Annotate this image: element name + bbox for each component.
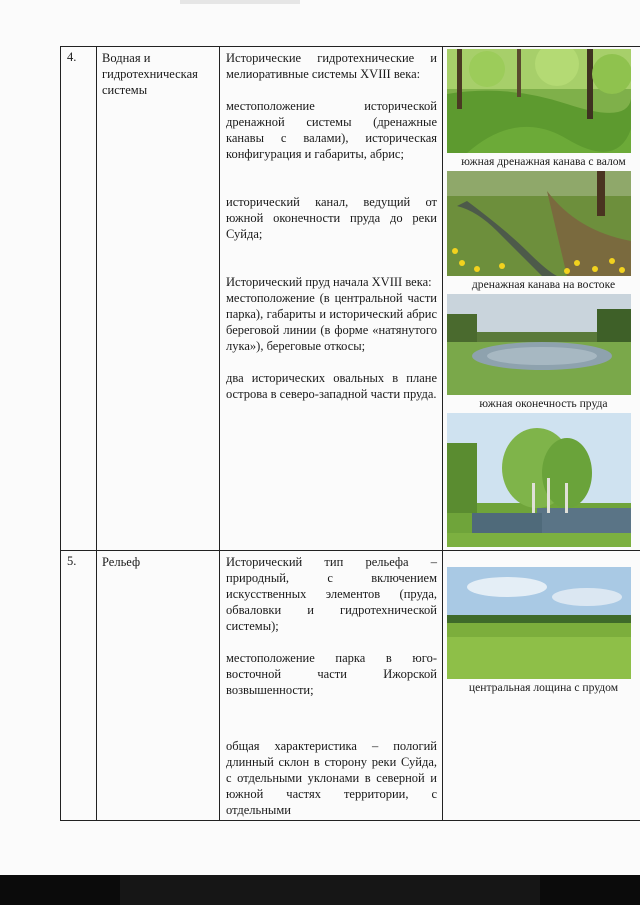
table-row xyxy=(61,47,640,551)
photo-pond-south-end xyxy=(447,294,631,395)
scan-artifact xyxy=(180,0,300,4)
description-paragraph: Исторический тип рельефа – природный, с включением искусственных элементов (пруда, обваловки и гидротехнической системы); xyxy=(226,555,437,633)
table-row xyxy=(61,551,640,821)
photo-drainage-ditch-east xyxy=(447,171,631,276)
description-paragraph: два исторических овальных в плане острова в северо-западной части пруда. xyxy=(226,371,437,401)
row-name: Рельеф xyxy=(97,551,220,821)
row-number: 5. xyxy=(61,551,97,821)
row-name: Водная и гидротехническая системы xyxy=(97,47,220,551)
scan-shadow xyxy=(120,875,540,905)
description-paragraph: местоположение парка в юго-восточной части Ижорской возвышенности; xyxy=(226,651,437,697)
description-paragraph: Исторический пруд начала XVIII века: xyxy=(226,275,432,289)
description-paragraph: Исторические гидротехнические и мелиоративные системы XVIII века: xyxy=(226,51,437,81)
row-description xyxy=(220,551,443,821)
photo-pond-island xyxy=(447,413,631,547)
photo-caption: центральная лощина с прудом xyxy=(468,681,619,694)
photo-drainage-ditch-south xyxy=(447,49,631,153)
photo-column xyxy=(443,551,640,821)
row-description xyxy=(220,47,443,551)
description-paragraph: исторический канал, ведущий от южной оконечности пруда до реки Суйда; xyxy=(226,195,437,241)
scan-bottom-edge xyxy=(0,875,640,905)
description-paragraph: общая характеристика – пологий длинный склон в сторону реки Суйда, с отдельными уклонами в северной и южной частях территории, с отдельными xyxy=(226,739,437,817)
row-number: 4. xyxy=(61,47,97,551)
protection-table xyxy=(60,46,640,821)
photo-caption: южная оконечность пруда xyxy=(479,397,608,410)
description-paragraph: местоположение (в центральной части парка), габариты и исторический абрис береговой линии (в форме «натянутого лука»), береговые откосы; xyxy=(226,291,437,353)
description-paragraph: местоположение исторической дренажной системы (дренажные канавы с валами), историческая конфигурация и габариты, абрис; xyxy=(226,99,437,161)
photo-caption: южная дренажная канава с валом xyxy=(461,155,626,168)
photo-column xyxy=(443,47,640,551)
photo-central-hollow xyxy=(447,567,631,679)
photo-caption: дренажная канава на востоке xyxy=(471,278,616,291)
